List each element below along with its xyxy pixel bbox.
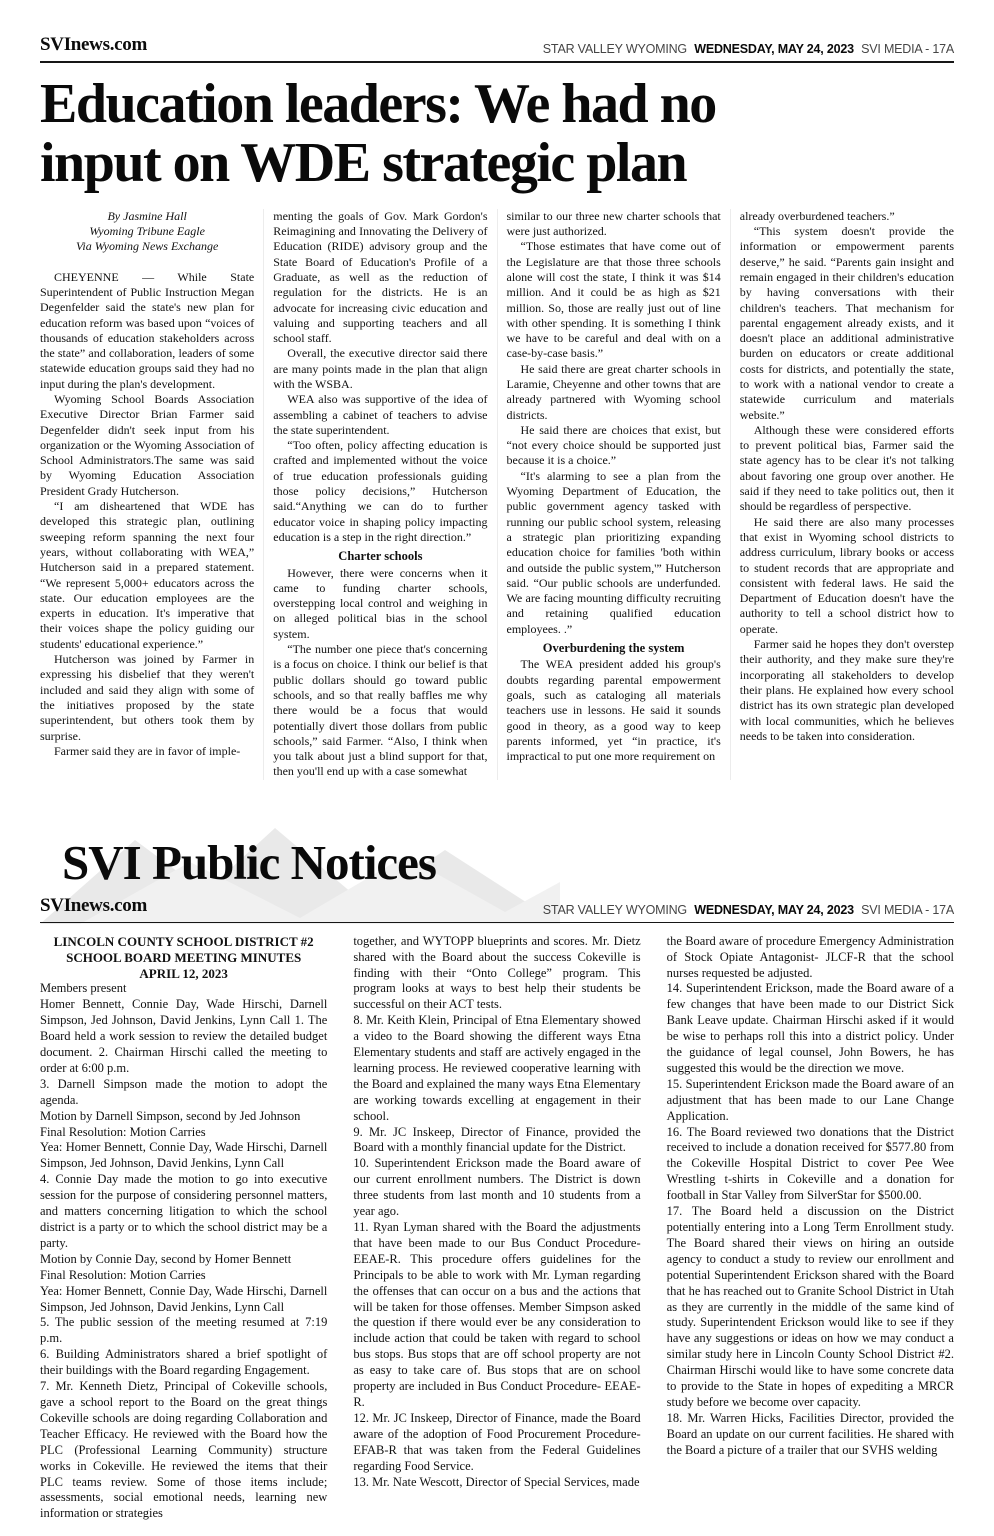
paragraph: WEA also was supportive of the idea of assembling a cabinet of teachers to advise the state superintendent. <box>273 392 488 437</box>
dateline-date: WEDNESDAY, MAY 24, 2023 <box>694 42 854 56</box>
paragraph: similar to our three new charter schools that were just authorized. <box>506 208 721 239</box>
paragraph: “This system doesn't provide the information or empowerment parents deserve,” he said. “Parents gain insight and remain engaged in their children's education by having conversations with their children's teachers. That mechanism for parental engagement already exists, and it doesn't place an additional administrative burden on educators or create additional costs for districts, and potentially the state, to work with a national vendor to create a statewide curriculum and materials website.” <box>739 224 954 422</box>
site-name: SVInews.com <box>40 34 148 55</box>
paragraph: Although these were considered efforts to prevent political bias, Farmer said the state agency has to be clear it's not talking about favoring one group over another. He said if they need to take politics out, then it should be regardless of perspective. <box>739 422 954 514</box>
text-column <box>497 209 730 780</box>
paragraph: 17. The Board held a discussion on the District potentially entering into a Long Term Enrollment study. The Board shared their views on hiring an outside agency to conduct a study to review our enrollment and potential Superintendent Erickson shared with the Board that he has reached out to Granite School District in Utah as they are currently in the middle of the same kind of study. Superintendent Erickson would like to see if they have any suggestions or ideas on how we may conduct a similar study here in Lincoln County School District #2. Chairman Hirschi would like to have some concrete data to provide to the State in hopes of expediting a MRCR study before we become over capacity. <box>666 1204 954 1409</box>
paragraph: 5. The public session of the meeting resumed at 7:19 p.m. <box>40 1315 328 1346</box>
notices-title: SVI Public Notices <box>62 834 436 890</box>
text-column <box>667 934 954 1523</box>
byline-line: By Jasmine Hall <box>107 208 187 223</box>
byline-line: Via Wyoming News Exchange <box>75 239 219 254</box>
dateline-location: STAR VALLEY WYOMING <box>542 42 687 56</box>
paragraph: “I am disheartened that WDE has developed this strategic plan, outlining sweeping reform spanning the next four years, without collaborating with WEA,” Hutcherson said in a prepared statement. “We represent 5,000+ educators across the state. Our education employees are the experts in education. It's imperative that their voices shape the policy guiding our students' educational experience.” <box>40 499 255 651</box>
text-column <box>730 209 954 780</box>
paragraph: Members present <box>40 981 127 996</box>
paragraph: Farmer said they are in favor of imple- <box>54 743 241 758</box>
paragraph: together, and WYTOPP blueprints and scores. Mr. Dietz shared with the Board about the success Cokeville is finding with their “Onto College” program. This program looks at ways to best help their students be successful on their ACT tests. <box>353 933 641 1012</box>
paragraph: 7. Mr. Kenneth Dietz, Principal of Cokeville schools, gave a school report to the Board on the great things Cokeville schools are doing regarding Collaboration and Teacher Efficacy. He reviewed with the Board how the PLC (Professional Learning Community) structure works in Cokeville. He reviewed the items that their PLC teams review. Some of those items include; assessments, social emotional needs, learning new information or strategies <box>40 1379 328 1521</box>
dateline-media-page: SVI MEDIA - 17A <box>861 42 954 56</box>
minutes-heading-line: LINCOLN COUNTY SCHOOL DISTRICT #2 <box>53 933 314 949</box>
paragraph: “It's alarming to see a plan from the Wyoming Department of Education, the public government agency tasked with running our public school system, releasing a strategic plan prioritizing expanding education choice for families 'both within and outside the public system,'” Hutcherson said. “Our public schools are underfunded. We are facing mounting difficulty recruiting and retaining qualified education employees. .” <box>506 468 721 636</box>
paragraph: 6. Building Administrators shared a brief spotlight of their buildings with the Board regarding Engagement. <box>40 1347 328 1378</box>
spacer <box>40 255 254 270</box>
paragraph: 18. Mr. Warren Hicks, Facilities Director, provided the Board an update on our current facilities. He shared with the Board a picture of a trailer that our SVHS welding <box>666 1410 954 1457</box>
minutes-columns <box>40 934 954 1523</box>
minutes-heading-line: SCHOOL BOARD MEETING MINUTES <box>66 949 302 965</box>
dateline <box>539 42 954 56</box>
dateline-date: WEDNESDAY, MAY 24, 2023 <box>694 902 854 917</box>
paragraph: 10. Superintendent Erickson made the Board aware of our current enrollment numbers. The District is down three students from last month and 10 students from a year ago. <box>353 1156 641 1219</box>
paragraph: Motion by Darnell Simpson, second by Jed Johnson <box>40 1108 301 1123</box>
paragraph: Yea: Homer Bennett, Connie Day, Wade Hirschi, Darnell Simpson, Jed Johnson, David Jenkins, Lynn Call <box>40 1283 328 1314</box>
paragraph: Hutcherson was joined by Farmer in expressing his disbelief that they weren't included and said they align with some of the initiatives proposed by the state superintendent, but others took them by surprise. <box>40 652 255 743</box>
paragraph: 9. Mr. JC Inskeep, Director of Finance, provided the Board with a monthly financial update for the District. <box>353 1124 641 1155</box>
paragraph: Final Resolution: Motion Carries <box>40 1124 206 1139</box>
section-subhead: Overburdening the system <box>542 641 685 656</box>
byline-line: Wyoming Tribune Eagle <box>89 224 205 239</box>
paragraph: The WEA president added his group's doubts regarding parental empowerment goals, such as cataloging all materials teachers use in lessons. He said it sounds good in theory, as a good way to keep parents informed, yet “in practice, it's impractical to put one more requirement on <box>506 657 721 764</box>
text-column <box>263 209 496 780</box>
text-column <box>40 209 263 780</box>
paragraph: 12. Mr. JC Inskeep, Director of Finance, made the Board aware of the adoption of Food Procurement Procedure-EFAB-R that was taken from the Federal Guidelines regarding Food Service. <box>353 1410 641 1473</box>
paragraph: 14. Superintendent Erickson, made the Board aware of a few changes that have been made to our District Sick Bank Leave update. Chairman Hirschi asked if it would be wise to perhaps roll this into a district policy. Under the guidance of legal counsel, John Bowers, he has suggested this would be the direction we move. <box>666 981 954 1075</box>
paragraph: 13. Mr. Nate Wescott, Director of Special Services, made <box>353 1474 640 1489</box>
article-headline <box>40 75 954 194</box>
paragraph: 16. The Board reviewed two donations that the District received to include a donation received for $577.80 from the Cokeville Hospital District to cover Pee Wee Wrestling t-shirts in Cokeville and a donation for football in Star Valley from SilverStar for $500.00. <box>666 1124 954 1203</box>
paragraph: CHEYENNE — While State Superintendent of Public Instruction Megan Degenfelder said the state's new plan for education reform was based upon “voices of thousands of education stakeholders across the state” and collaboration, leaders of some statewide education groups said they had no input during the plan's development. <box>40 269 255 391</box>
paragraph: He said there are great charter schools in Laramie, Cheyenne and other towns that are already partnered with Wyoming school districts. <box>506 361 721 422</box>
paragraph: already overburdened teachers.” <box>739 208 895 223</box>
dateline-media-page: SVI MEDIA - 17A <box>861 902 954 917</box>
section-subhead: Charter schools <box>338 549 423 564</box>
paragraph: 15. Superintendent Erickson made the Board aware of an adjustment that has been made to our Lane Change Application. <box>666 1076 954 1123</box>
paragraph: Final Resolution: Motion Carries <box>40 1267 206 1282</box>
paragraph: Wyoming School Boards Association Executive Director Brian Farmer said Degenfelder didn't seek input from his organization or the Wyoming Association of School Administrators.The same was said by Wyoming Education Association President Grady Hutcherson. <box>40 391 255 498</box>
paragraph: menting the goals of Gov. Mark Gordon's Reimagining and Innovating the Delivery of Education (RIDE) advisory group and the State Board of Education's Profile of a Graduate, as well as the reduction of regulation for the districts. He is an advocate for increasing civic education and valuing and supporting teachers and all school staff. <box>273 208 488 346</box>
paragraph: 11. Ryan Lyman shared with the Board the adjustments that have been made to our Bus Conduct Procedure-EEAE-R. This procedure offers guidelines for the Principals to be able to work with Mr. Lyman regarding the offenses that can occur on a bus and the actions that will be taken for those offenses. Member Simpson asked the question if there would ever be any consideration to include action that could be taken with regard to school bus stops. Bus stops that are off school property are not as easy to take care of. Bus stops that are on school property are included in Bus Conduct Procedure- EEAE-R. <box>353 1220 641 1409</box>
masthead-notices <box>40 895 954 923</box>
headline-line-1: Education leaders: We had no <box>40 73 716 135</box>
paragraph: 4. Connie Day made the motion to go into executive session for the purpose of considering personnel matters, and matters concerning litigation to which the school district is a party or to which the school district may be a party. <box>40 1172 328 1250</box>
minutes-heading-line: APRIL 12, 2023 <box>139 965 228 981</box>
public-notices-section <box>40 834 954 1523</box>
paragraph: Homer Bennett, Connie Day, Wade Hirschi, Darnell Simpson, Jed Johnson, David Jenkins, Lynn Call 1. The Board held a work session to review the detailed budget document. 2. Chairman Hirschi called the meeting to order at 6:00 p.m. <box>40 997 328 1075</box>
paragraph: 8. Mr. Keith Klein, Principal of Etna Elementary showed a video to the Board showing the different ways Etna Elementary students and staff are actively engaged in the learning process. He reviewed cooperative learning with the Board and explained the many ways Etna Elementary are working towards excelling at engagement in their school. <box>353 1013 641 1123</box>
dateline <box>539 903 954 917</box>
site-name: SVInews.com <box>40 894 148 916</box>
paragraph: “The number one piece that's concerning is a focus on choice. I think our belief is that public dollars should go toward public schools, and so that really baffles me why there would be a focus that would potentially divert those dollars from public schools,” said Farmer. “Also, I think when you talk about just a blind support for that, then you'll end up with a case somewhat <box>273 642 488 779</box>
text-column <box>40 934 327 1523</box>
paragraph: “Too often, policy affecting education is crafted and implemented without the voice of true education professionals guiding those policy decisions,” Hutcherson said.“Anything we can do to further educator voice in shaping policy impacting education is a step in the right direction.” <box>273 438 488 544</box>
paragraph: Overall, the executive director said there are many points made in the plan that align with the WSBA. <box>273 346 488 391</box>
dateline-location: STAR VALLEY WYOMING <box>542 902 687 917</box>
paragraph: However, there were concerns when it came to funding charter schools, overstepping local control and weighing in on alleged political bias in the school system. <box>273 565 488 641</box>
paragraph: Farmer said he hopes they don't overstep their authority, and they make sure they're incorporating all stakeholders to develop their plans. He explained how every school district has its own strategic plan developed with local communities, which he believes needs to be taken into consideration. <box>739 637 954 743</box>
paragraph: He said there are also many processes that exist in Wyoming school districts to address curriculum, library books or access to student records that are appropriate and consistent with federal laws. He said the Department of Education doesn't have the authority to tell a school district how to operate. <box>739 514 954 636</box>
paragraph: the Board aware of procedure Emergency Administration of Stock Opiate Antagonist- JLCF-R that the school nurses requested be adjusted. <box>666 933 954 980</box>
paragraph: Yea: Homer Bennett, Connie Day, Wade Hirschi, Darnell Simpson, Jed Johnson, David Jenkins, Lynn Call <box>40 1140 328 1171</box>
text-column <box>353 934 640 1523</box>
paragraph: He said there are choices that exist, but “not every choice should be supported just because it is a choice.” <box>506 422 721 468</box>
paragraph: 3. Darnell Simpson made the motion to adopt the agenda. <box>40 1076 328 1107</box>
paragraph: Motion by Connie Day, second by Homer Bennett <box>40 1251 292 1266</box>
headline-line-2: input on WDE strategic plan <box>40 132 687 195</box>
masthead-top <box>40 34 954 63</box>
paragraph: “Those estimates that have come out of the Legislature are that those three schools alone will cost the state, I think it was $14 million. And it could be as high as $21 million. So, those are really just out of line with other spending. It is something I think we have to be careful and deal with on a case-by-case basis.” <box>506 239 721 361</box>
article-columns <box>40 209 954 780</box>
